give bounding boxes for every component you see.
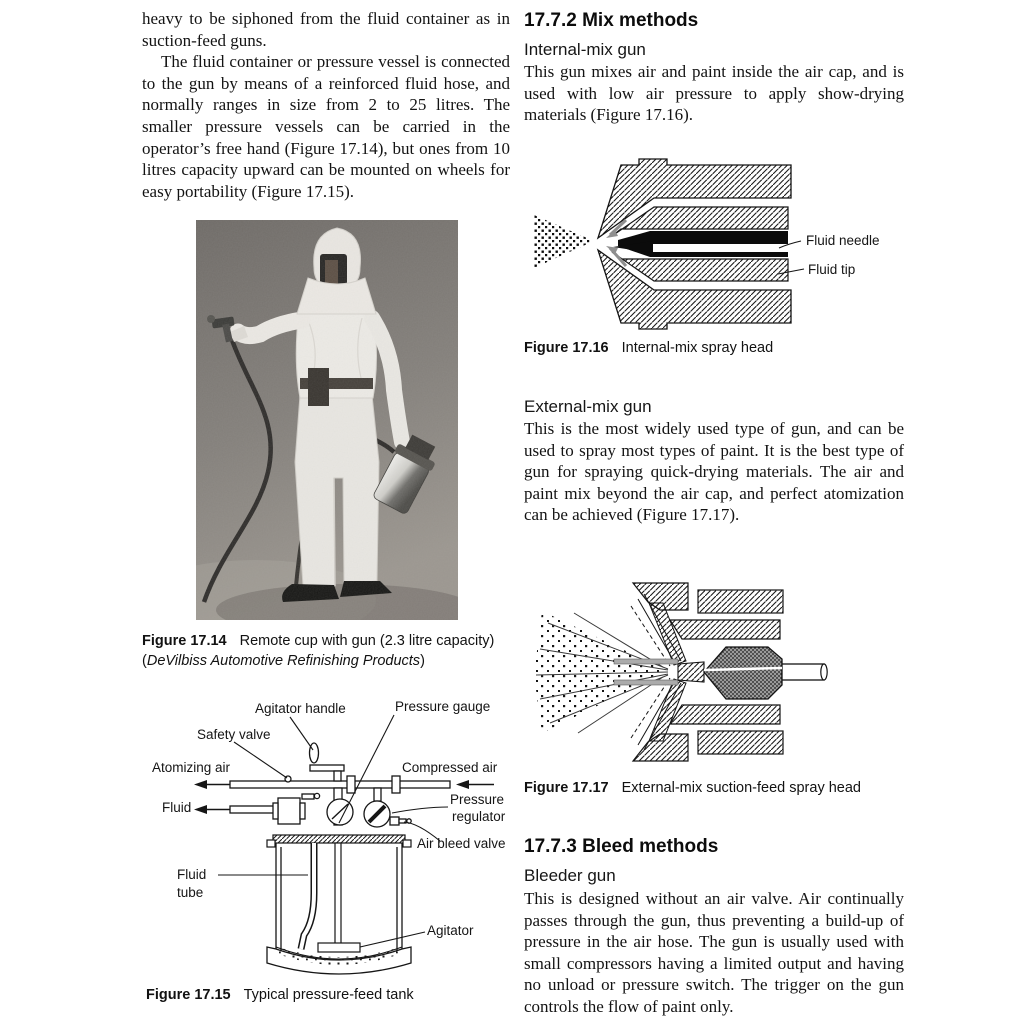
paragraph: This is designed without an air valve. Air continually passes through the gun, thus preventing a build-up of pressure in the air hose. The gun is usually used with small compressors having a limited output and having no unload or pressure switch. The trigger on the gun controls the flow of paint only. [524, 889, 904, 1016]
label-fluid-needle: Fluid needle [806, 233, 880, 248]
subheading-bleeder-gun: Bleeder gun [524, 866, 616, 885]
label-pressure-regulator-1: Pressure [450, 792, 505, 807]
label-compressed-air: Compressed air [402, 760, 498, 775]
caption-text: Typical pressure-feed tank [243, 987, 414, 1003]
figure-label: Figure 17.14 [142, 633, 227, 649]
section-heading-773: 17.7.3 Bleed methods [524, 836, 719, 857]
caption-credit: DeVilbiss Automotive Refinishing Products [146, 652, 421, 669]
figure-17-16-caption [524, 339, 904, 359]
caption-text-end: ) [420, 652, 425, 669]
figure-17-17-diagram [518, 563, 908, 775]
external-mix-paragraph [524, 418, 904, 526]
caption-text: External-mix suction-feed spray head [621, 780, 861, 796]
label-fluid-tube-2: tube [177, 885, 204, 900]
subheading-external-mix: External-mix gun [524, 397, 652, 416]
label-pressure-regulator-2: regulator [452, 809, 506, 824]
label-fluid: Fluid [162, 800, 192, 815]
figure-17-14-caption [142, 632, 514, 671]
figure-17-16-diagram [520, 152, 910, 337]
figure-label: Figure 17.17 [524, 780, 609, 796]
figure-17-17-caption [524, 779, 904, 799]
label-fluid-tip: Fluid tip [808, 262, 856, 277]
external-mix-spray-head-drawing [518, 563, 908, 775]
paragraph: The fluid container or pressure vessel is connected to the gun by means of a reinforced fluid hose, and normally ranges in size from 2 to 25 litres. The smaller pressure vessels can be carried in the operator’s free hand (Figure 17.14), but ones from 10 litres capacity upward can be mounted on wheels for easy portability (Figure 17.15). [142, 52, 510, 201]
paragraph: This gun mixes air and paint inside the air cap, and is used with low air pressure to apply show-drying materials (Figure 17.16). [524, 62, 904, 125]
figure-label: Figure 17.16 [524, 340, 609, 356]
paragraph: heavy to be siphoned from the fluid container as in suction-feed guns. [142, 9, 510, 50]
label-atomizing-air: Atomizing air [152, 760, 231, 775]
bleeder-gun-paragraph [524, 888, 904, 1018]
label-air-bleed-valve: Air bleed valve [417, 836, 506, 851]
caption-text: Remote cup with gun (2.3 litre capacity) ( [142, 633, 495, 669]
label-agitator-handle: Agitator handle [255, 701, 346, 716]
internal-mix-paragraph [524, 61, 904, 126]
photo-operator-spraysuit [196, 220, 458, 620]
label-safety-valve: Safety valve [197, 727, 271, 742]
label-agitator: Agitator [427, 923, 474, 938]
figure-17-14-photo [196, 220, 458, 620]
figure-label: Figure 17.15 [146, 987, 231, 1003]
internal-mix-spray-head-drawing [520, 152, 910, 337]
section-heading-772: 17.7.2 Mix methods [524, 10, 699, 31]
figure-17-15-diagram [138, 695, 520, 985]
label-pressure-gauge: Pressure gauge [395, 699, 491, 714]
left-column-text [142, 8, 510, 202]
label-fluid-tube-1: Fluid [177, 867, 207, 882]
paragraph: This is the most widely used type of gun, and can be used to spray most types of paint. It is the best type of gun for spraying quick-drying materials. The air and paint mix beyond the air cap, and perfect atomization can be achieved (Figure 17.17). [524, 419, 904, 525]
figure-17-15-caption [146, 986, 518, 1006]
subheading-internal-mix: Internal-mix gun [524, 40, 646, 59]
pressure-feed-tank-drawing [138, 695, 520, 985]
caption-text: Internal-mix spray head [621, 340, 774, 356]
